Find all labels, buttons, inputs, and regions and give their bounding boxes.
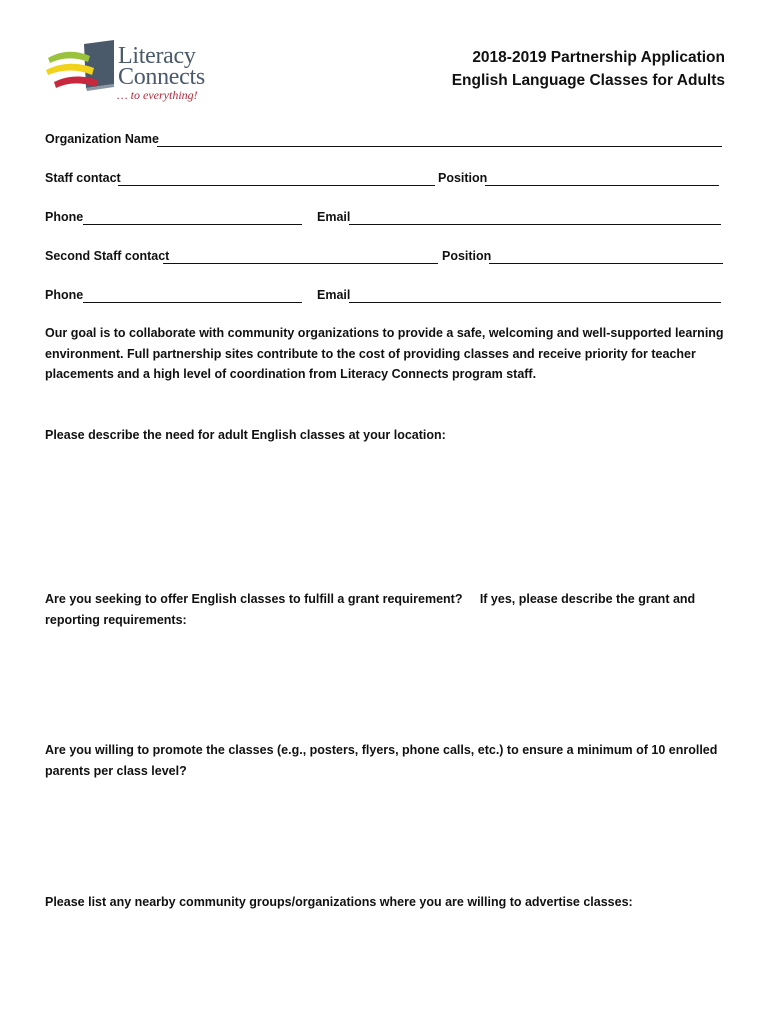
email-field[interactable] <box>349 211 721 225</box>
question-promote: Are you willing to promote the classes (e.g., posters, flyers, phone calls, etc.) to ensure a minimum of 10 enrolled parents per class level? <box>45 743 718 778</box>
intro-paragraph: Our goal is to collaborate with community organizations to provide a safe, welcoming and well-supported learning environment. Full partnership sites contribute to the cost of providing classes and receive priority for teacher placements and a high level of coordination from Literacy Connects program staff. <box>45 326 724 381</box>
phone-label: Phone <box>45 210 84 224</box>
staff-contact-row <box>45 171 725 187</box>
phone-2-label: Phone <box>45 288 84 302</box>
position-2-field[interactable] <box>489 250 723 264</box>
staff-contact-field[interactable] <box>118 172 435 186</box>
title-line-1: 2018-2019 Partnership Application <box>472 49 725 66</box>
question-grant: Are you seeking to offer English classes to fulfill a grant requirement? If yes, please describe the grant and reporting requirements: <box>45 592 699 627</box>
phone-2-field[interactable] <box>83 289 302 303</box>
second-staff-contact-field[interactable] <box>163 250 438 264</box>
position-2-label: Position <box>442 249 492 263</box>
page-title <box>452 46 725 92</box>
logo-word-connects: Connects <box>118 64 205 90</box>
organization-name-field[interactable] <box>157 133 722 147</box>
email-2-field[interactable] <box>349 289 721 303</box>
position-field[interactable] <box>485 172 719 186</box>
question-advertise: Please list any nearby community groups/organizations where you are willing to advertise classes: <box>45 895 633 909</box>
logo-tagline: … to everything! <box>117 88 198 102</box>
phone-email-row-2 <box>45 288 725 304</box>
email-label: Email <box>317 210 351 224</box>
staff-contact-label: Staff contact <box>45 171 121 185</box>
phone-field[interactable] <box>83 211 302 225</box>
book-swoosh-icon <box>46 40 118 104</box>
question-need: Please describe the need for adult English classes at your location: <box>45 428 446 442</box>
phone-email-row-1 <box>45 210 725 226</box>
literacy-connects-logo <box>46 40 211 104</box>
organization-name-label: Organization Name <box>45 132 159 146</box>
second-staff-contact-row <box>45 249 725 265</box>
email-2-label: Email <box>317 288 351 302</box>
title-line-2: English Language Classes for Adults <box>451 72 725 89</box>
second-staff-contact-label: Second Staff contact <box>45 249 170 263</box>
logo-word-literacy: Literacy <box>118 43 196 69</box>
position-label: Position <box>438 171 488 185</box>
organization-row <box>45 132 725 148</box>
